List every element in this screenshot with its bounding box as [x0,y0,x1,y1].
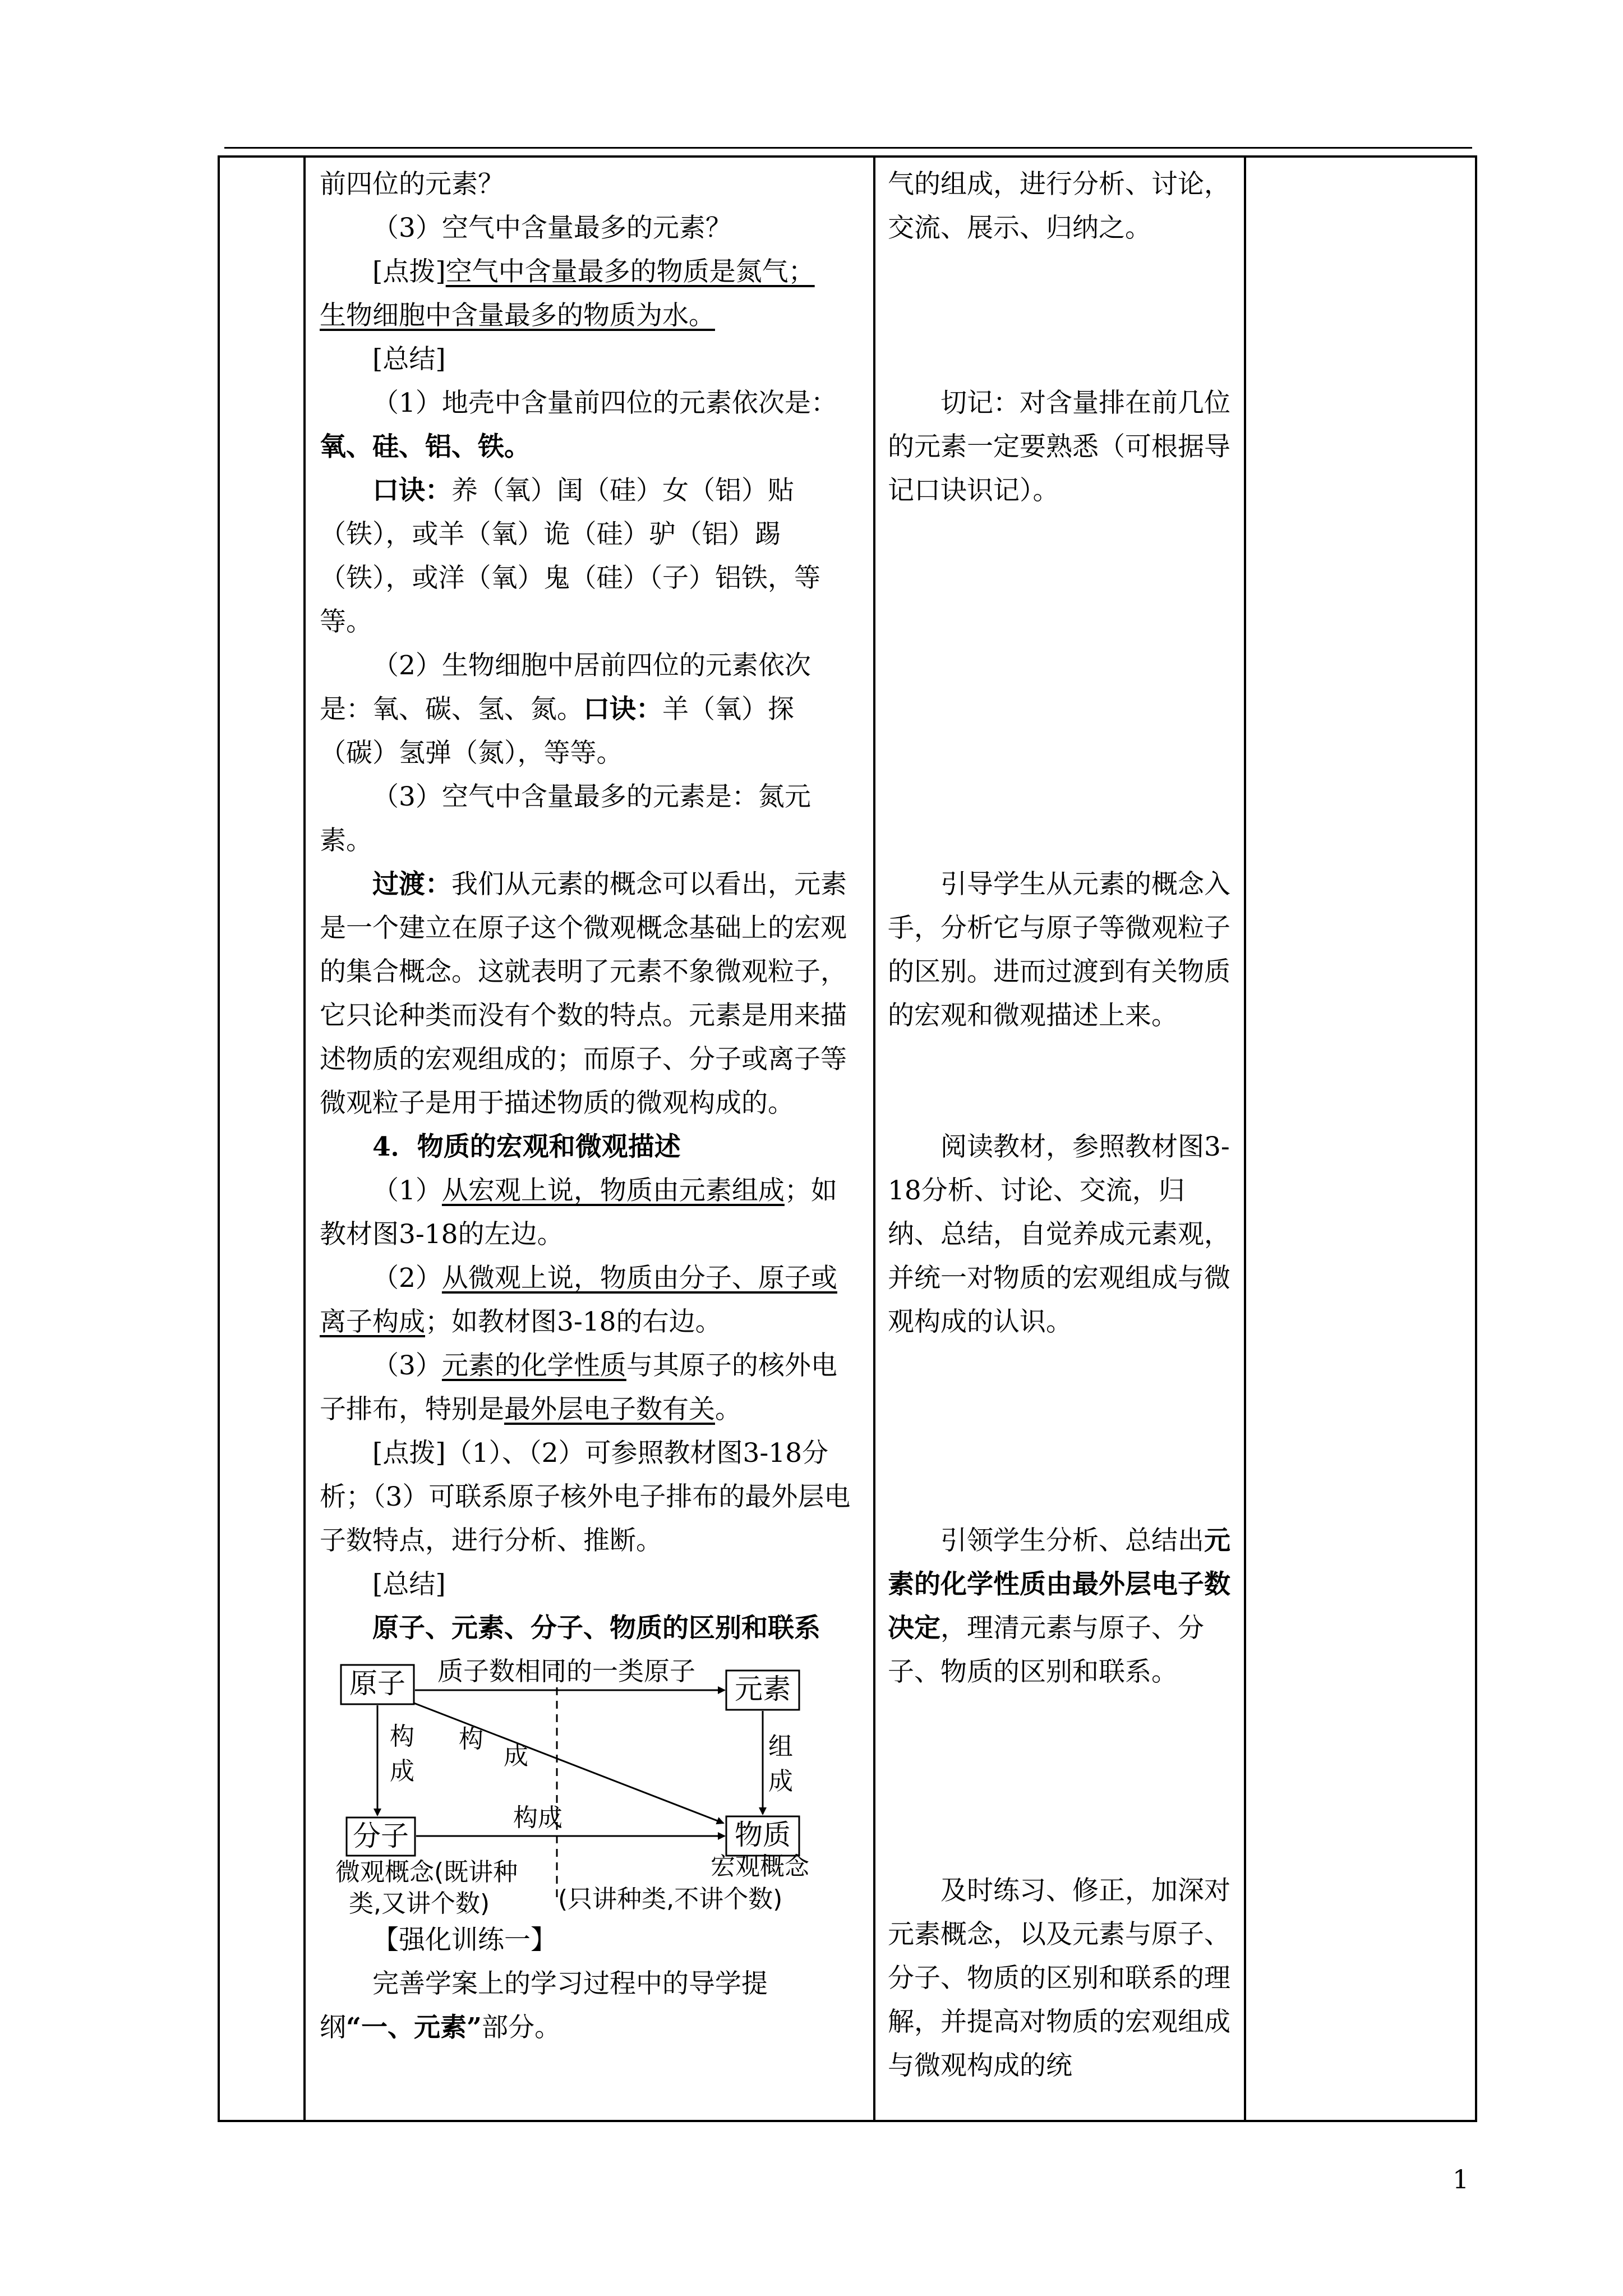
training-title: 【强化训练一】 [372,1925,557,1955]
macro-caption-1: 宏观概念 [711,1852,809,1881]
training-text: 完善学案上的学习过程中的导学提纲“一、元素”部分。 [320,1968,768,2043]
diag-label-2: 成 [504,1742,528,1770]
intent-1: 气的组成，进行分析、讨论，交流、展示、归纳之。 [888,169,1230,243]
atom-to-substance-arrow [414,1703,723,1823]
summary-item-1: （1）地壳中含量前四位的元素依次是：氧、硅、铝、铁。 [320,388,837,462]
chemical-property-description: （3）元素的化学性质与其原子的核外电子排布，特别是最外层电子数有关。 [320,1350,837,1425]
micro-description: （2）从微观上说，物质由分子、原子或离子构成；如教材图3-18的右边。 [320,1263,837,1337]
intent-column [888,163,1235,2088]
column-divider-1 [303,155,306,2122]
column-divider-3 [1244,155,1246,2122]
tip-2: [点拨]（1）、（2）可参照教材图3-18分析；（3）可联系原子核外电子排布的最外层电子数特点，进行分析、推断。 [320,1438,851,1556]
text-line: 前四位的元素？ [320,169,504,200]
summary-heading-2: [总结] [372,1569,446,1600]
atom-label: 原子 [349,1667,405,1700]
intent-4: 阅读教材，参照教材图3-18分析、讨论、交流，归纳、总结，自觉养成元素观，并统一对物质的宏观组成与微观构成的认识。 [888,1131,1230,1337]
mnemonic-1: 口诀：养（氧）闺（硅）女（铝）贴（铁），或羊（氧）诡（硅）驴（铝）踢（铁），或洋（氧）鬼（硅）（子）铝铁，等等。 [320,475,820,637]
diag-label-1: 构 [459,1725,483,1754]
intent-3: 引导学生从元素的概念入手，分析它与原子等微观粒子的区别。进而过渡到有关物质的宏观和微观描述上来。 [888,869,1230,1031]
header-rule [224,147,1472,149]
bottom-arrow-label: 构成 [513,1803,562,1832]
macro-description: （1）从宏观上说，物质由元素组成；如教材图3-18的左边。 [320,1175,837,1250]
macro-caption-2: (只讲种类,不讲个数) [558,1885,783,1913]
left-label-1: 构 [390,1722,414,1751]
section-heading-4: 4．物质的宏观和微观描述 [372,1131,681,1162]
summary-item-3: （3）空气中含量最多的元素是：氮元素。 [320,781,811,856]
element-label: 元素 [735,1673,791,1705]
tip: [点拨]空气中含量最多的物质是氮气； [372,256,815,287]
summary-heading: [总结] [372,344,446,375]
molecule-label: 分子 [353,1820,409,1852]
transition-paragraph: 过渡：我们从元素的概念可以看出，元素是一个建立在原子这个微观概念基础上的宏观的集合概念。这就表明了元素不象微观粒子，它只论种类而没有个数的特点。元素是用来描述物质的宏观组成的；而原子、分子或离子等微观粒子是用于描述物质的微观构成的。 [320,869,847,1119]
relation-diagram [320,1655,858,1918]
right-label-2: 成 [768,1767,793,1796]
intent-2: 切记：对含量排在前几位的元素一定要熟悉（可根据导记口诀识记）。 [888,388,1230,506]
micro-caption-1: 微观概念(既讲种 [335,1858,518,1887]
teaching-content-column [320,163,858,2050]
substance-label: 物质 [735,1819,791,1851]
tip-continued: 生物细胞中含量最多的物质为水。 [320,300,715,331]
right-label-1: 组 [768,1732,793,1761]
micro-caption-2: 类,又讲个数) [349,1889,490,1918]
question: （3）空气中含量最多的元素？ [372,213,732,243]
left-label-2: 成 [390,1757,414,1786]
summary-item-2: （2）生物细胞中居前四位的元素依次是：氧、碳、氢、氮。口诀：羊（氧）探（碳）氢弹（氮），等等。 [320,650,811,769]
top-arrow-label: 质子数相同的一类原子 [437,1656,695,1686]
relation-title: 原子、元素、分子、物质的区别和联系 [372,1613,820,1644]
page-number: 1 [1453,2164,1469,2194]
intent-6: 及时练习、修正，加深对元素概念，以及元素与原子、分子、物质的区别和联系的理解，并提高对物质的宏观组成与微观构成的统 [888,1875,1230,2081]
column-divider-2 [873,155,875,2122]
intent-5: 引领学生分析、总结出元素的化学性质由最外层电子数决定，理清元素与原子、分子、物质的区别和联系。 [888,1525,1230,1687]
